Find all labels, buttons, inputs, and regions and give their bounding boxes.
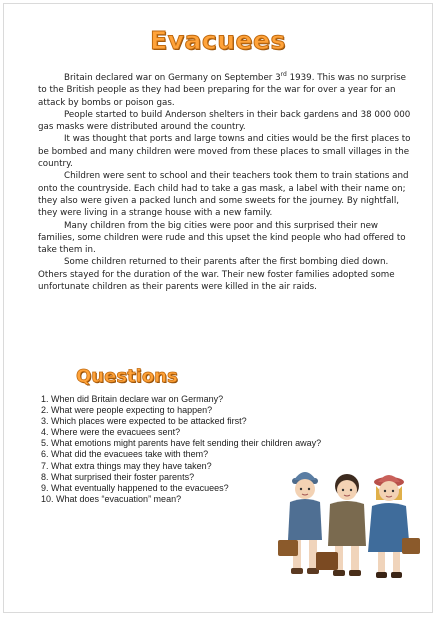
question-item: 1. When did Britain declare war on Germany? [41,394,224,404]
paragraph-2: People started to build Anderson shelters in their back gardens and 38 000 000 gas masks were distributed around the country. [38,109,411,133]
evacuee-children-illustration [272,456,422,588]
ordinal-suffix: rd [280,71,287,79]
paragraph-4: Children were sent to school and their teachers took them to train stations and onto the countryside. Each child had to take a gas mask, a label with their name on; they also were given a packed lunch and some sweets for the journey. By nightfall, they were living in a strange house with a new family. [38,171,409,219]
question-item: 9. What eventually happened to the evacuees? [41,482,229,493]
question-item: 2. What were people expecting to happen? [41,405,213,416]
paragraph-5: Many children from the big cities were poor and this surprised their new families, some children were rude and this upset the kind people who had offered to take them in. [38,220,406,256]
passage [38,72,413,293]
question-item: 7. What extra things may they have taken? [41,460,212,471]
paragraph-1-start: Britain declared war on Germany on September 3 [64,73,281,83]
question-item: 10. What does “evacuation” mean? [41,493,182,504]
question-item: 8. What surprised their foster parents? [41,471,195,482]
question-item: 6. What did the evacuees take with them? [41,449,209,460]
child-right [368,475,420,578]
question-item: 3. Which places were expected to be attacked first? [41,416,247,427]
page-title: Evacuees [150,26,286,55]
paragraph-3: It was thought that ports and large towns and cities would be the first places to be bombed and many children were moved from these places to small villages in the country. [38,134,411,170]
question-item: 5. What emotions might parents have felt sending their children away? [41,438,322,449]
worksheet-page [3,3,433,613]
questions-heading: Questions [76,366,178,387]
paragraph-6: Some children returned to their parents after the first bombing died down. Others stayed for the duration of the war. Their new foster families adopted some unfortunate children as their parents were killed in the air raids. [38,257,395,293]
paragraph-1 [38,72,413,109]
paragraph-1-rest: 1939. This was no surprise to the British people as they had been preparing for the war for over a year for an attack by bombs or poison gas. [38,73,407,108]
child-left [278,472,322,574]
child-middle [316,474,366,576]
question-item: 4. Where were the evacuees sent? [41,427,181,438]
